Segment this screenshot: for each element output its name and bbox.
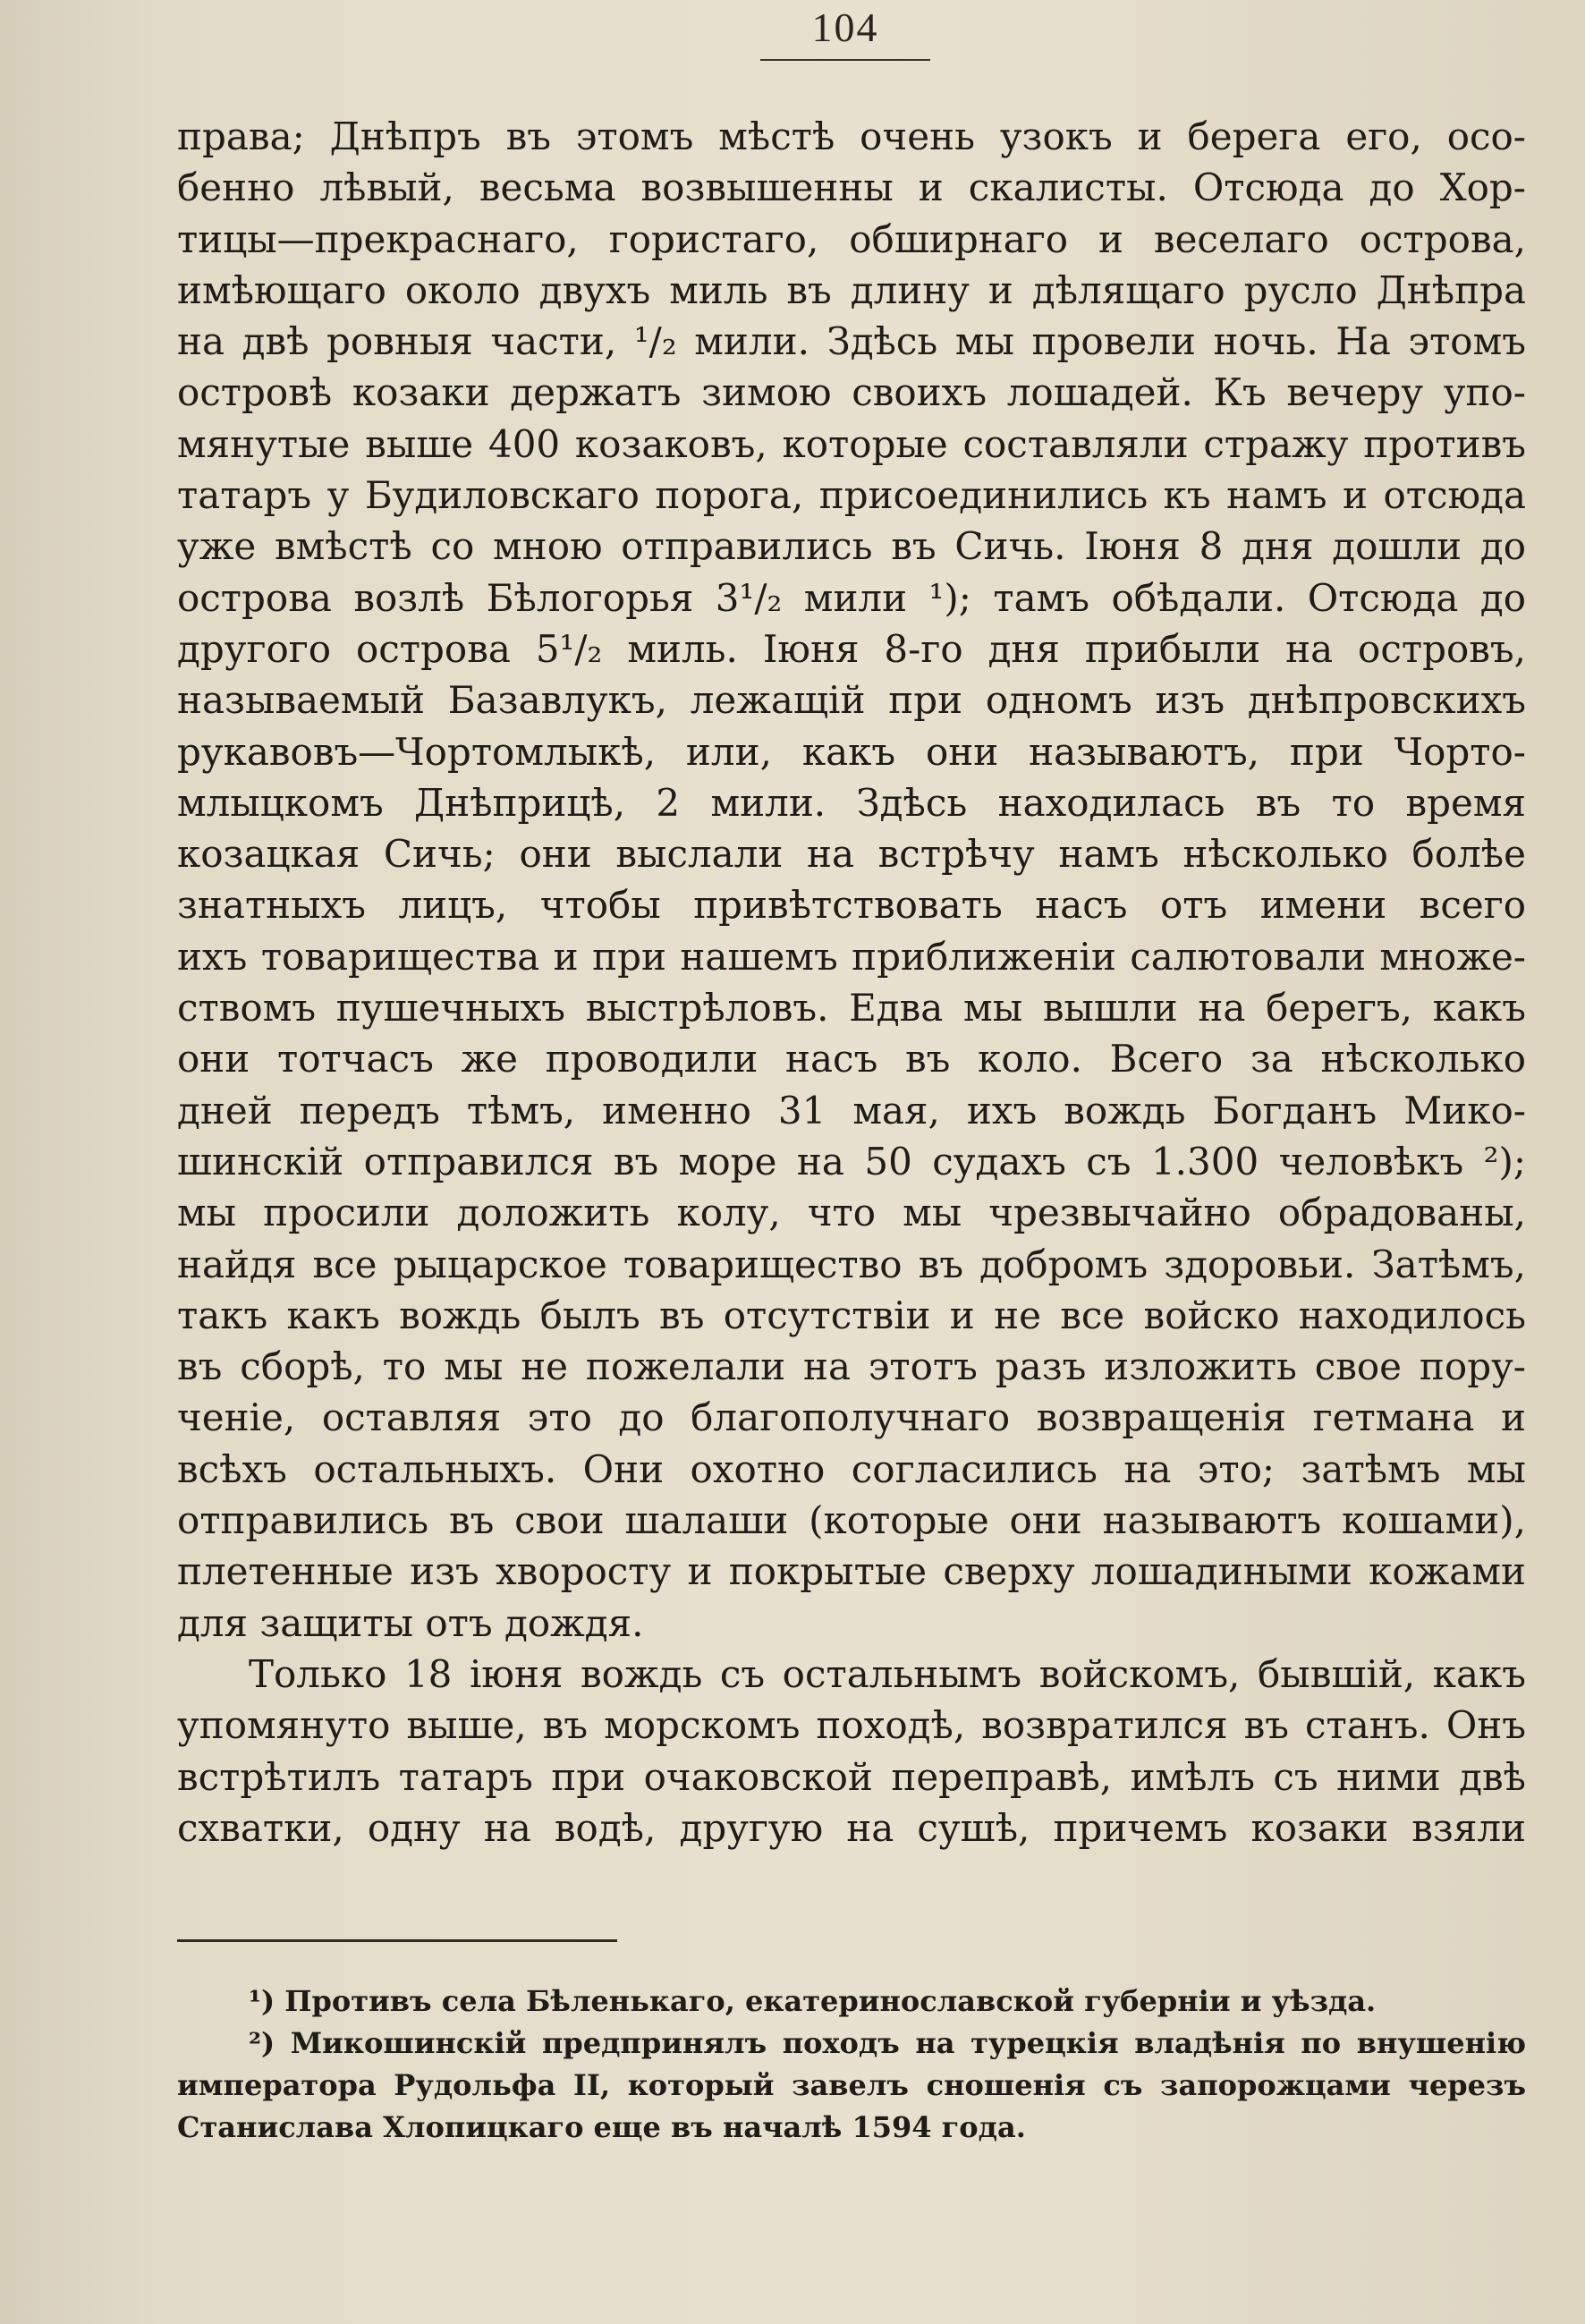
footnote-1: ¹) Противъ села Бѣленькаго, екатеринославской губерніи и уѣзда. [249,1984,1377,2018]
text-line: на двѣ ровныя части, ¹/₂ мили. Здѣсь мы провели ночь. На этомъ [177,319,1526,364]
text-line: найдя все рыцарское товарищество въ добромъ здоровьи. Затѣмъ, [177,1242,1526,1286]
text-line: права; Днѣпръ въ этомъ мѣстѣ очень узокъ и берега его, осо- [177,115,1526,158]
paragraph-end-line: для защиты отъ дождя. [177,1600,644,1645]
text-line: дней передъ тѣмъ, именно 31 мая, ихъ вождь Богданъ Мико- [177,1088,1526,1132]
text-line: имѣющаго около двухъ миль въ длину и дѣлящаго русло Днѣпра [177,267,1526,312]
text-line: такъ какъ вождь былъ въ отсутствіи и не все войско находилось [177,1293,1526,1337]
text-line: острова возлѣ Бѣлогорья 3¹/₂ мили ¹); тамъ обѣдали. Отсюда до [177,575,1526,620]
text-line: ченіе, оставляя это до благополучнаго возвращенія гетмана и [177,1395,1526,1440]
page-number: 104 [811,4,879,50]
text-line: всѣхъ остальныхъ. Они охотно согласились на это; затѣмъ мы [177,1446,1526,1491]
text-line: встрѣтилъ татаръ при очаковской переправѣ, имѣлъ съ ними двѣ [177,1754,1526,1799]
footnote-2: ²) Микошинскій предпринялъ походъ на турецкія владѣнія по внушенію [249,2026,1526,2060]
text-line: козацкая Сичь; они выслали на встрѣчу намъ нѣсколько болѣе [177,832,1526,877]
text-line: рукавовъ—Чортомлыкѣ, или, какъ они называютъ, при Чорто- [177,729,1526,774]
text-line: называемый Базавлукъ, лежащій при одномъ изъ днѣпровскихъ [177,678,1526,723]
text-line: плетенные изъ хворосту и покрытые сверху лошадиными кожами [177,1549,1526,1594]
text-line: ихъ товарищества и при нашемъ приближеніи салютовали множе- [177,934,1526,979]
text-line: другого острова 5¹/₂ миль. Іюня 8-го дня прибыли на островъ, [177,626,1526,671]
footnote-2-line: императора Рудольфа II, который завелъ сношенія съ запорожцами черезъ [177,2068,1526,2102]
text-line: упомянуто выше, въ морскомъ походѣ, возвратился въ станъ. Онъ [177,1703,1526,1748]
text-line: бенно лѣвый, весьма возвышенны и скалисты. Отсюда до Хор- [177,165,1526,210]
text-line: отправились въ свои шалаши (которые они называютъ кошами), [177,1498,1526,1543]
text-line: мы просили доложить колу, что мы чрезвычайно обрадованы, [177,1191,1526,1235]
main-text [177,111,1526,1853]
footnote-2-line: Станислава Хлопицкаго еще въ началѣ 1594 года. [177,2110,1026,2144]
text-line: тицы—прекраснаго, гористаго, обширнаго и веселаго острова, [177,216,1526,261]
text-line: схватки, одну на водѣ, другую на сушѣ, причемъ козаки взяли [177,1805,1526,1850]
text-line: островѣ козаки держатъ зимою своихъ лошадей. Къ вечеру упо- [177,370,1526,415]
text-line: ствомъ пушечныхъ выстрѣловъ. Едва мы вышли на берегъ, какъ [177,986,1526,1031]
footnotes [177,1980,1526,2149]
text-line: шинскій отправился въ море на 50 судахъ съ 1.300 человѣкъ ²); [177,1139,1526,1183]
footnote-separator [177,1939,617,1942]
paragraph-start-line: Только 18 іюня вождь съ остальнымъ войскомъ, бывшій, какъ [249,1651,1526,1696]
text-line: они тотчасъ же проводили насъ въ коло. Всего за нѣсколько [177,1037,1526,1081]
text-line: знатныхъ лицъ, чтобы привѣтствовать насъ отъ имени всего [177,883,1526,928]
text-line: мянутые выше 400 козаковъ, которые составляли стражу противъ [177,421,1526,466]
text-line: уже вмѣстѣ со мною отправились въ Сичь. Іюня 8 дня дошли до [177,524,1526,569]
text-line: млыцкомъ Днѣприцѣ, 2 мили. Здѣсь находилась въ то время [177,780,1526,825]
text-line: въ сборѣ, то мы не пожелали на этотъ разъ изложить свое пору- [177,1344,1526,1389]
text-line: татаръ у Будиловскаго порога, присоединились къ намъ и отсюда [177,473,1526,518]
header-rule [760,59,930,61]
